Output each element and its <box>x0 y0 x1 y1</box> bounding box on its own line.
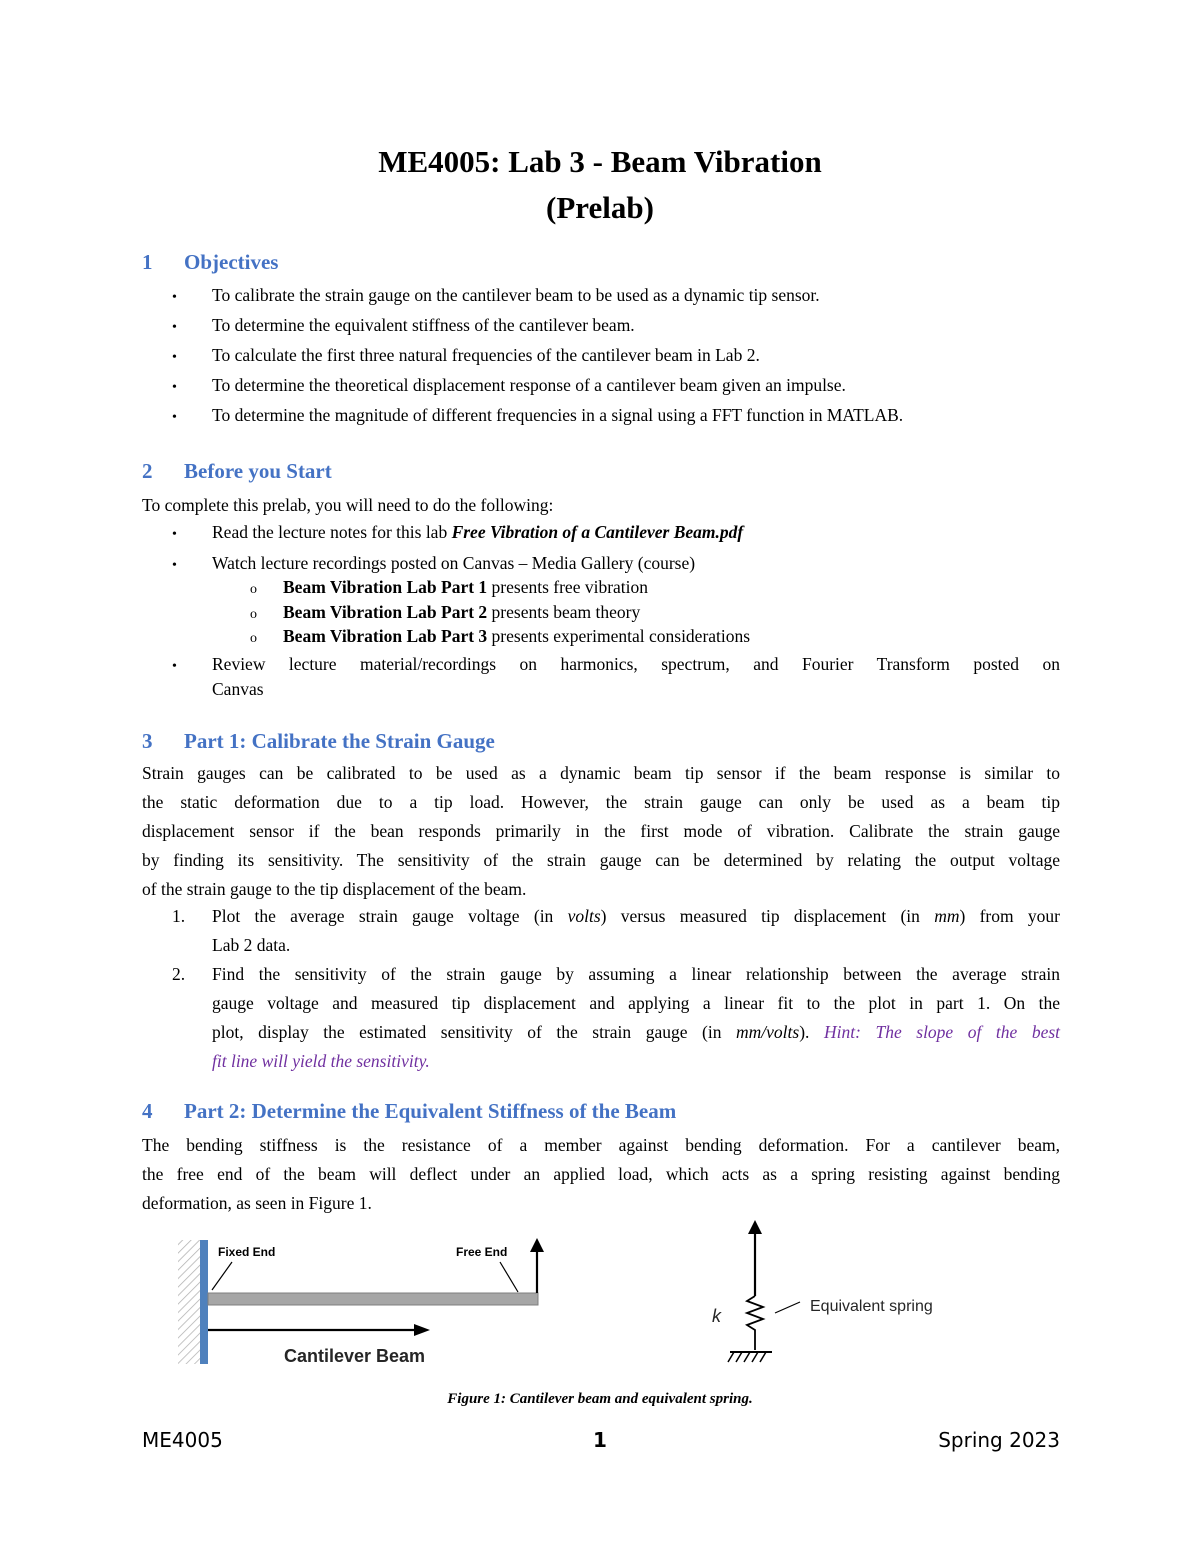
beam-axis-arrow-icon <box>414 1324 430 1336</box>
bullet-icon: • <box>172 380 177 395</box>
section-heading-objectives <box>142 249 278 275</box>
objective-item: • To determine the equivalent stiffness of the cantilever beam. <box>172 313 635 340</box>
before-item-read: • Read the lecture notes for this lab Free Vibration of a Cantilever Beam.pdf <box>172 520 743 547</box>
cantilever-beam-label: Cantilever Beam <box>284 1346 426 1366</box>
bullet-icon: • <box>172 558 177 573</box>
spring-constant-label: k <box>712 1306 721 1326</box>
section-title: Part 2: Determine the Equivalent Stiffness of the Beam <box>184 1099 677 1123</box>
before-item-review <box>172 652 212 679</box>
objective-item: • To calculate the first three natural frequencies of the cantilever beam in Lab 2. <box>172 343 760 370</box>
recording-item: o Beam Vibration Lab Part 1 presents free vibration <box>250 575 648 602</box>
free-end-label: Free End <box>456 1245 508 1259</box>
section-number: 1 <box>142 250 153 274</box>
lecture-notes-filename: Free Vibration of a Cantilever Beam.pdf <box>451 522 744 542</box>
bullet-icon: • <box>172 527 177 542</box>
section-number: 4 <box>142 1099 153 1123</box>
section-number: 3 <box>142 729 153 753</box>
figure-cantilever-beam <box>0 1210 1200 1400</box>
bullet-icon: • <box>172 320 177 335</box>
cantilever-beam-body <box>208 1293 538 1305</box>
before-item-watch: • Watch lecture recordings posted on Canvas – Media Gallery (course) <box>172 551 695 578</box>
tip-load-arrow-icon <box>530 1238 544 1252</box>
part1-paragraph: Strain gauges can be calibrated to be used as a dynamic beam tip sensor if the beam response is similar to the static deformation due to a tip load. However, the strain gauge can only be used as a beam tip displacement sensor if the bean responds primarily in the first mode of vibration. Calibrate the strain gauge by finding its sensitivity. The sensitivity of the strain gauge can be determined by relating the output voltage of the strain gauge to the tip displacement of the beam. <box>142 763 1060 899</box>
before-intro: To complete this prelab, you will need to do the following: <box>142 495 554 515</box>
equivalent-spring-label: Equivalent spring <box>810 1298 933 1315</box>
objective-item: • To determine the theoretical displacement response of a cantilever beam given an impulse. <box>172 373 846 400</box>
spring-coil-icon <box>747 1296 763 1350</box>
bullet-icon: • <box>172 290 177 305</box>
objective-item: • To calibrate the strain gauge on the cantilever beam to be used as a dynamic tip sensor. <box>172 283 820 310</box>
before-item-review-text: Review lecture material/recordings on harmonics, spectrum, and Fourier Transform posted on Canvas <box>212 654 1060 699</box>
hint-text: Hint: The slope of the best <box>823 1022 1061 1042</box>
fixed-wall <box>200 1240 208 1364</box>
recording-item: o Beam Vibration Lab Part 2 presents beam theory <box>250 600 640 627</box>
fixed-end-label: Fixed End <box>218 1245 276 1259</box>
hint-text-continued: fit line will yield the sensitivity. <box>212 1051 430 1071</box>
bullet-icon: • <box>172 350 177 365</box>
spring-arrow-icon <box>748 1220 762 1234</box>
sub-bullet-icon: o <box>250 582 257 597</box>
sub-bullet-icon: o <box>250 631 257 646</box>
figure-caption: Figure 1: Cantilever beam and equivalent spring. <box>447 1391 753 1407</box>
section-heading-part2 <box>142 1098 676 1124</box>
spring-label-leader <box>775 1302 800 1313</box>
part2-paragraph: The bending stiffness is the resistance of a member against bending deformation. For a cantilever beam, the free end of the beam will deflect under an applied load, which acts as a spring resisting against bending deformation, as seen in Figure 1. <box>142 1135 1060 1213</box>
fixed-end-leader <box>212 1262 232 1290</box>
sub-bullet-icon: o <box>250 607 257 622</box>
recording-item: o Beam Vibration Lab Part 3 presents experimental considerations <box>250 624 750 651</box>
free-end-leader <box>500 1262 518 1292</box>
section-number: 2 <box>142 459 153 483</box>
page-title: ME4005: Lab 3 - Beam Vibration <box>378 144 822 179</box>
section-title: Before you Start <box>184 459 332 483</box>
spring-ground-hatch <box>728 1352 766 1362</box>
footer-page-number: 1 <box>593 1428 607 1452</box>
footer-course: ME4005 <box>142 1428 223 1452</box>
section-title: Part 1: Calibrate the Strain Gauge <box>184 729 495 753</box>
bullet-icon: • <box>172 410 177 425</box>
section-title: Objectives <box>184 250 279 274</box>
bullet-icon: • <box>172 659 177 674</box>
footer-term: Spring 2023 <box>938 1428 1060 1452</box>
objective-item: • To determine the magnitude of different frequencies in a signal using a FFT function in MATLAB. <box>172 403 903 430</box>
section-heading-part1 <box>142 728 495 754</box>
wall-hatch <box>178 1240 200 1364</box>
page-subtitle: (Prelab) <box>546 190 654 225</box>
section-heading-before-you-start <box>142 458 332 484</box>
